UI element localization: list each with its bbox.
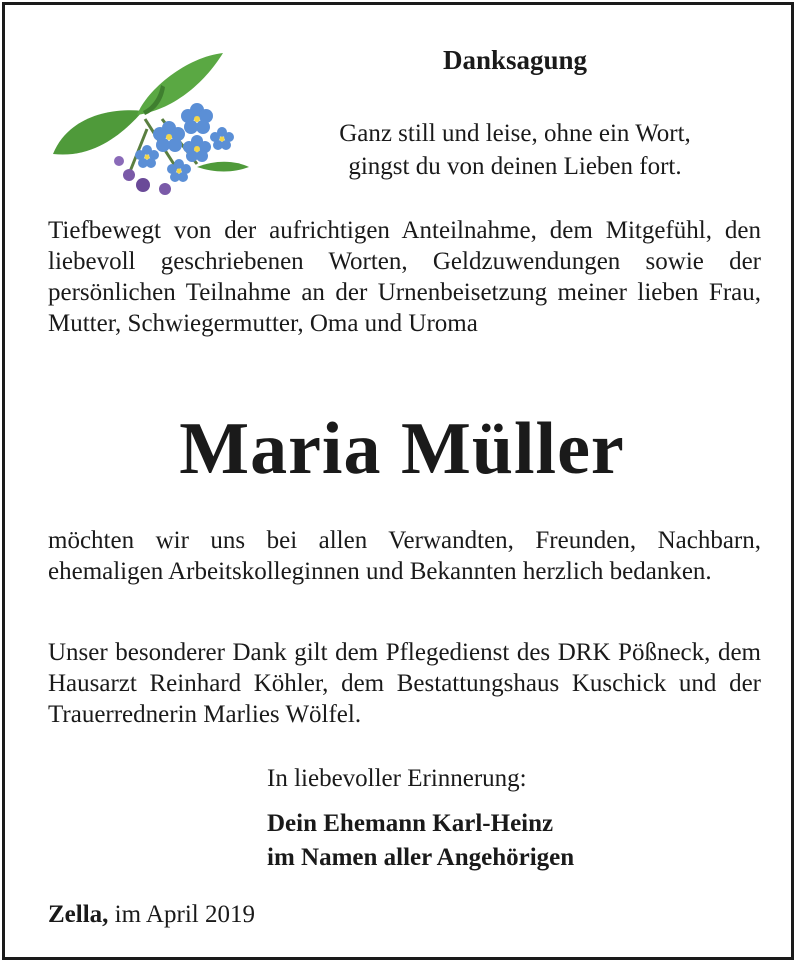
verse: [305, 117, 725, 183]
signature-line: Dein Ehemann Karl-Heinz: [267, 810, 554, 837]
thanks-paragraph: möchten wir uns bei allen Verwandten, Freunden, Nachbarn, ehemaligen Arbeitskolleginnen und Bekannten herzlich bedanken.: [48, 527, 761, 585]
forget-me-not-flower-icon: [47, 49, 257, 207]
signature: [267, 807, 574, 875]
page-title: Danksagung: [442, 45, 588, 75]
deceased-name: Maria Müller: [179, 408, 625, 490]
verse-line: Ganz still und leise, ohne ein Wort,: [339, 120, 691, 147]
intro-paragraph: Tiefbewegt von der aufrichtigen Anteilnahme, dem Mitgefühl, den liebevoll geschriebenen Worten, Geldzuwendungen sowie der persönlichen Teilnahme an der Urnenbeisetzung meiner lieben Frau, Mutter, Schwiegermutter, Oma und Uroma: [48, 217, 761, 337]
notice-frame: [2, 2, 794, 960]
date: im April 2019: [114, 901, 255, 928]
signature-line: im Namen aller Angehörigen: [267, 844, 575, 871]
place-date: [48, 901, 255, 929]
verse-line: gingst du von deinen Lieben fort.: [348, 153, 682, 180]
closing-intro: In liebevoller Erinnerung:: [267, 765, 527, 792]
place: Zella,: [48, 901, 109, 928]
special-thanks-paragraph: Unser besonderer Dank gilt dem Pflegedienst des DRK Pößneck, dem Hausarzt Reinhard Köhler, dem Bestattungshaus Kuschick und der Trauerrednerin Marlies Wölfel.: [48, 639, 761, 728]
